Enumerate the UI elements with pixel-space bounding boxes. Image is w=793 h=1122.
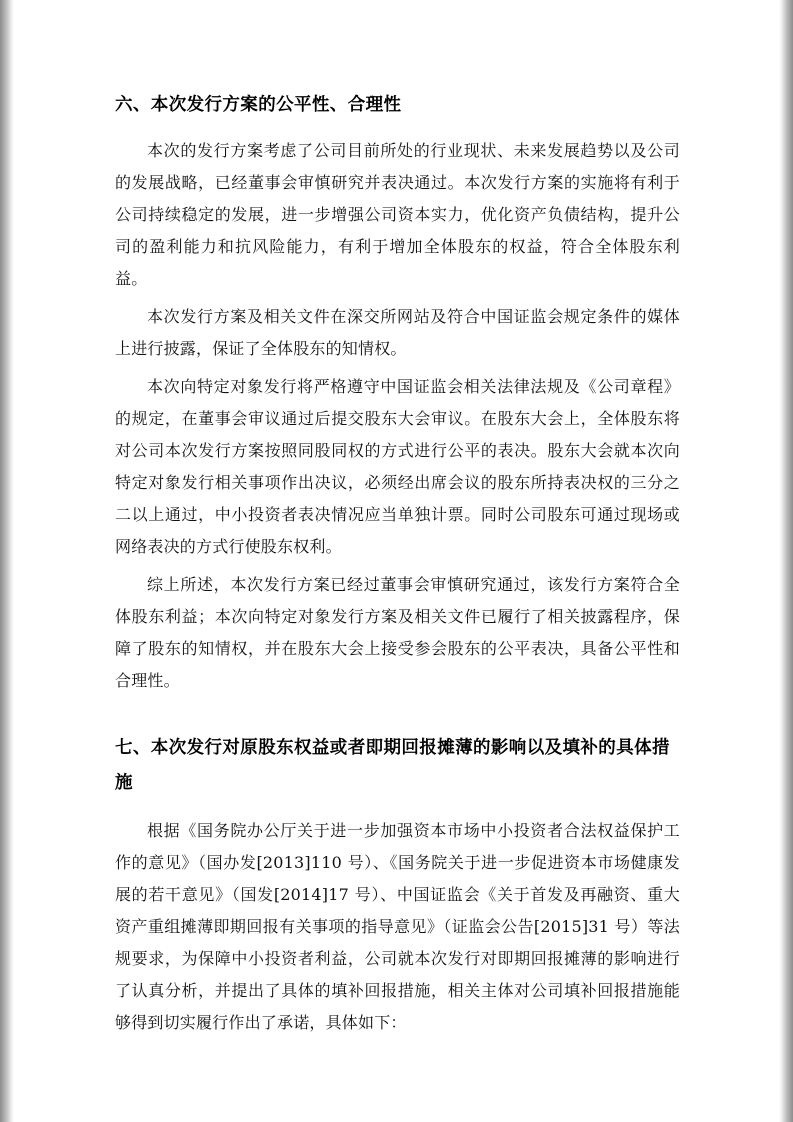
- paragraph: 综上所述，本次发行方案已经过董事会审慎研究通过，该发行方案符合全体股东利益；本次向特定对象发行方案及相关文件已履行了相关披露程序，保障了股东的知情权，并在股东大会上接受参会股东的公平表决，具备公平性和合理性。: [115, 574, 680, 690]
- page-content: [115, 90, 680, 1039]
- section-heading-seven: 七、本次发行对原股东权益或者即期回报摊薄的影响以及填补的具体措施: [115, 737, 670, 793]
- paragraph: 本次的发行方案考虑了公司目前所处的行业现状、未来发展趋势以及公司的发展战略，已经董事会审慎研究并表决通过。本次发行方案的实施将有利于公司持续稳定的发展，进一步增强公司资本实力，优化资产负债结构，提升公司的盈利能力和抗风险能力，有利于增加全体股东的权益，符合全体股东利益。: [115, 140, 680, 288]
- paragraph: 本次发行方案及相关文件在深交所网站及符合中国证监会规定条件的媒体上进行披露，保证了全体股东的知情权。: [115, 306, 680, 358]
- section-heading-six: 六、本次发行方案的公平性、合理性: [115, 95, 402, 115]
- paragraph: 根据《国务院办公厅关于进一步加强资本市场中小投资者合法权益保护工作的意见》（国办发[2013]110 号）、《国务院关于进一步促进资本市场健康发展的若干意见》（国发[2014]17 号）、中国证监会《关于首发及再融资、重大资产重组摊薄即期回报有关事项的指导意见》（证监会公告[2015]31 号）等法规要求，为保障中小投资者利益，公司就本次发行对即期回报摊薄的影响进行了认真分析，并提出了具体的填补回报措施，相关主体对公司填补回报措施能够得到切实履行作出了承诺，具体如下：: [115, 820, 680, 1032]
- paragraph: 本次向特定对象发行将严格遵守中国证监会相关法律法规及《公司章程》的规定，在董事会审议通过后提交股东大会审议。在股东大会上，全体股东将对公司本次发行方案按照同股同权的方式进行公平的表决。股东大会就本次向特定对象发行相关事项作出决议，必须经出席会议的股东所持表决权的三分之二以上通过，中小投资者表决情况应当单独计票。同时公司股东可通过现场或网络表决的方式行使股东权利。: [115, 376, 680, 556]
